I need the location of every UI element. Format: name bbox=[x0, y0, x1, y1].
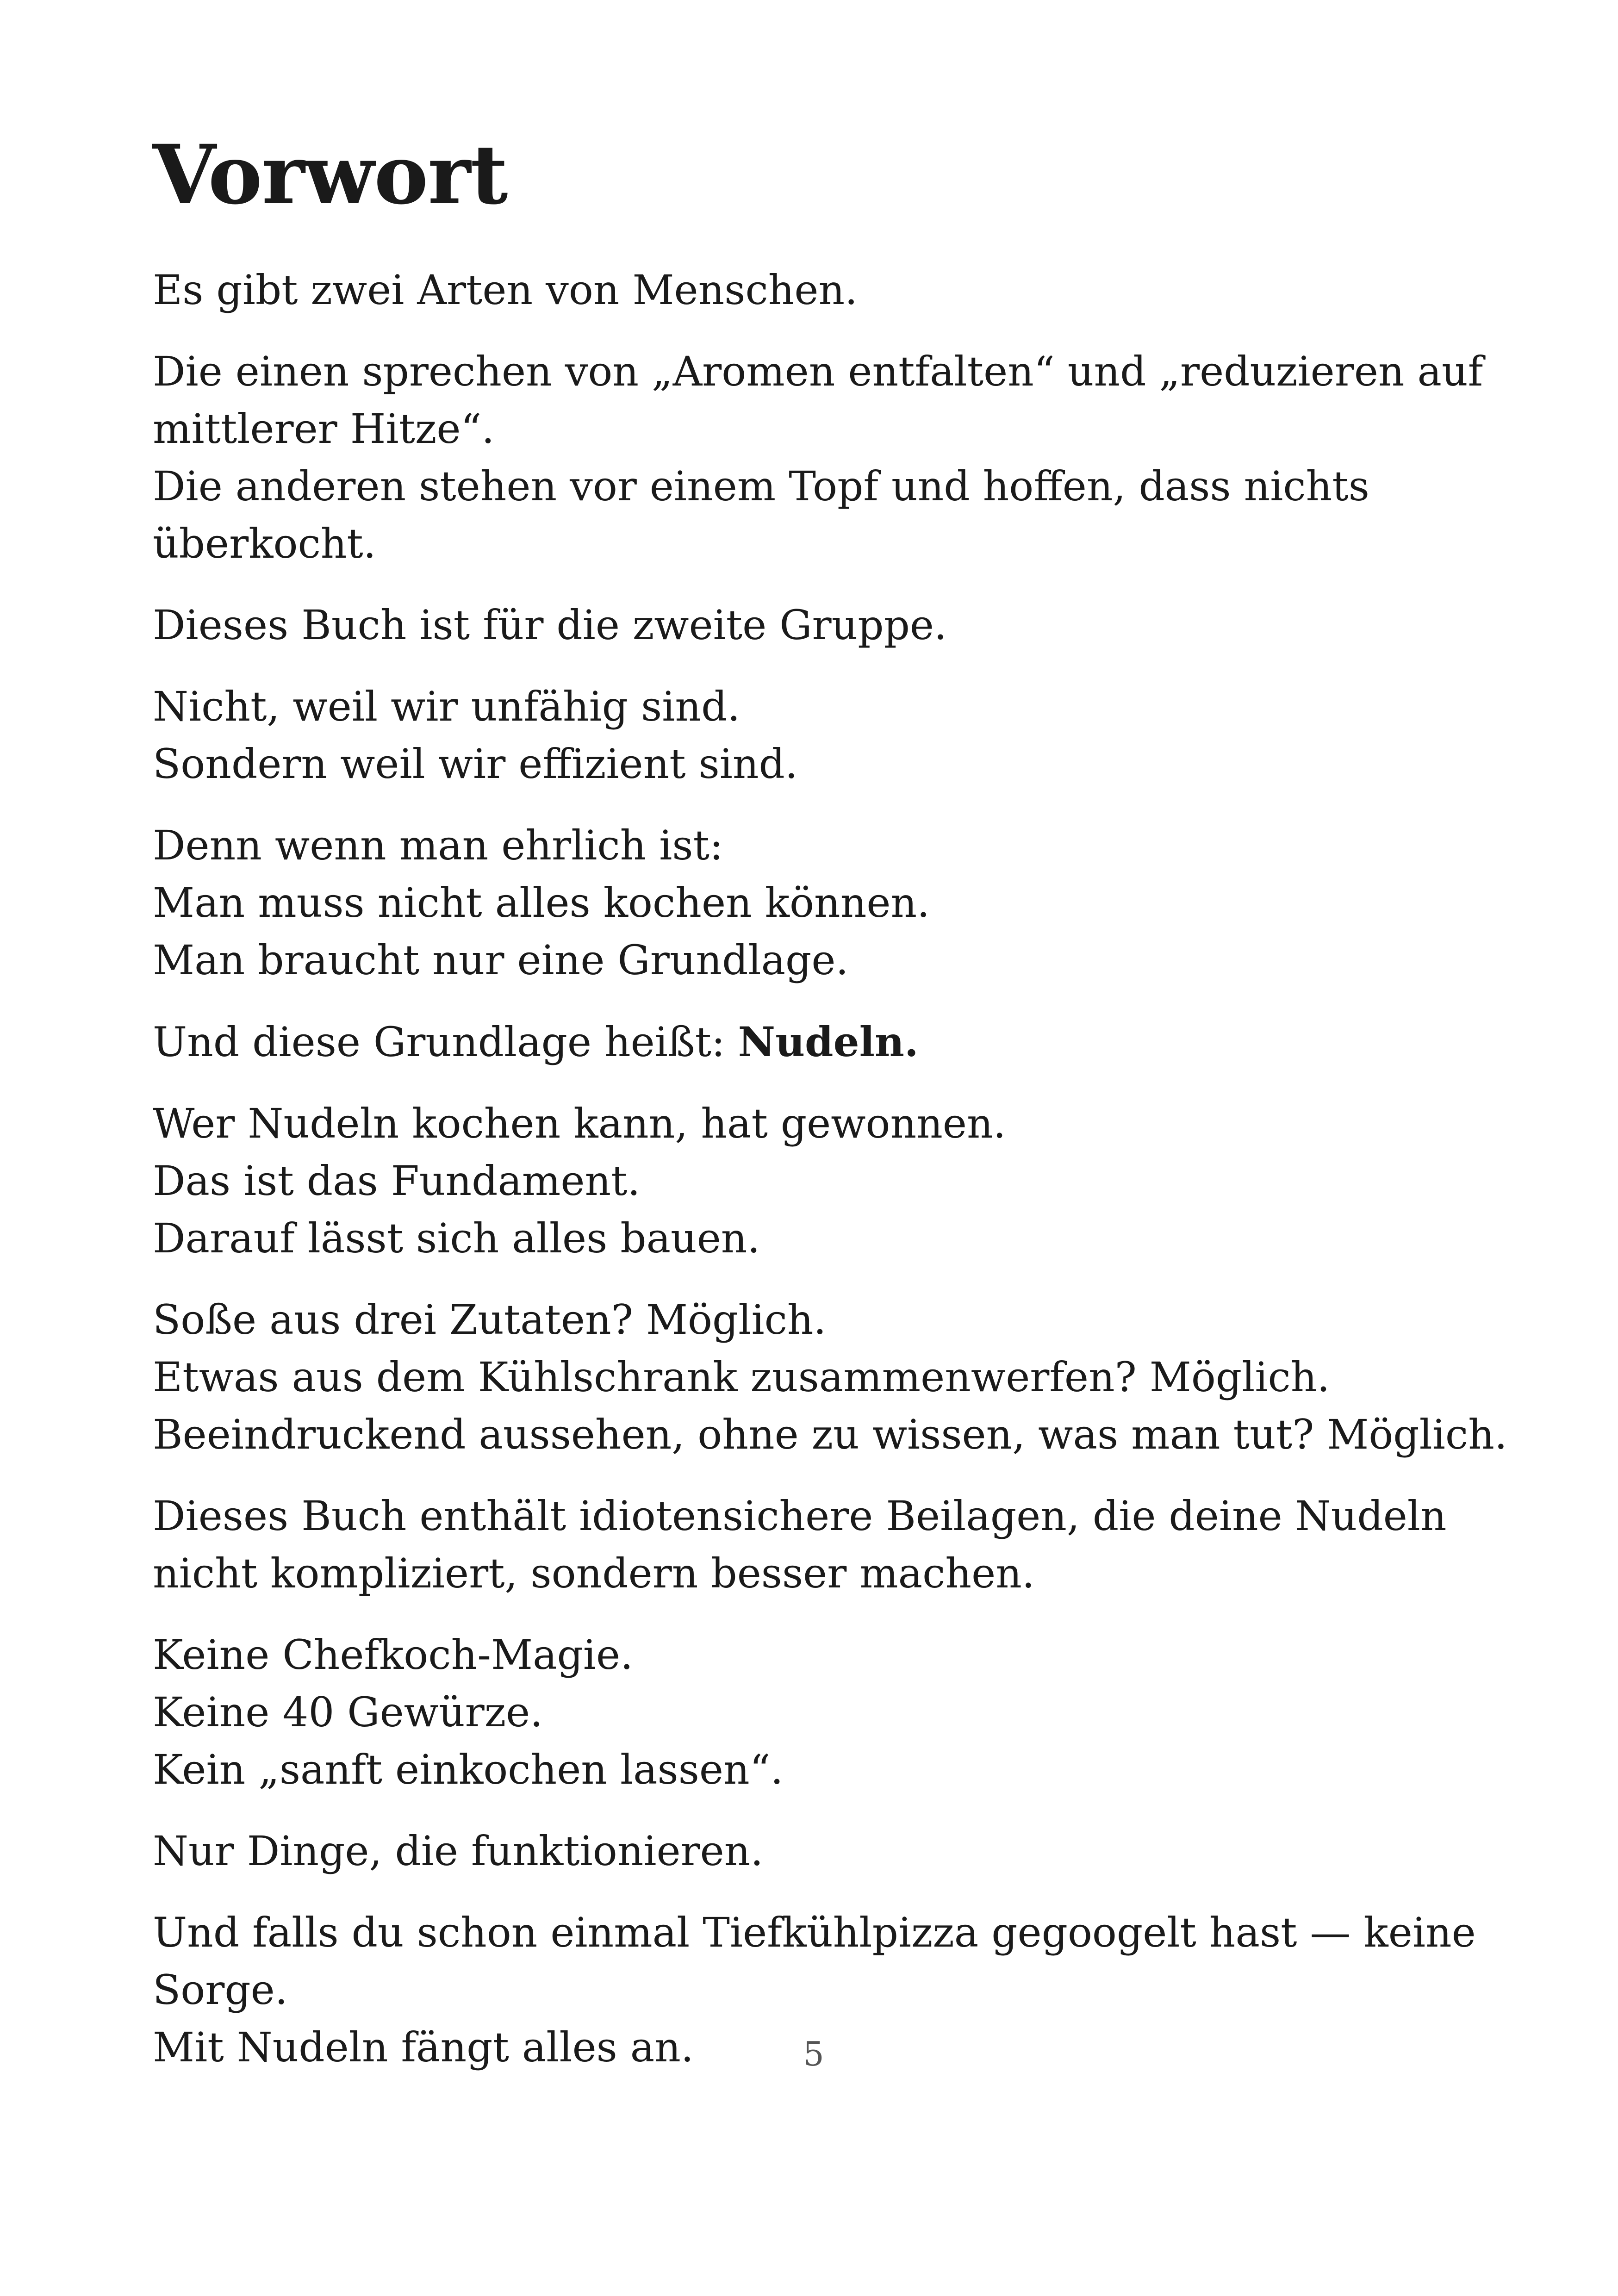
text-line: Dieses Buch ist für die zweite Gruppe. bbox=[153, 601, 947, 649]
text-line: überkocht. bbox=[153, 520, 376, 567]
paragraph bbox=[153, 597, 1476, 654]
paragraph bbox=[153, 678, 1476, 793]
text-line: Soße aus drei Zutaten? Möglich. bbox=[153, 1296, 827, 1344]
text-line: nicht kompliziert, sondern besser machen. bbox=[153, 1549, 1035, 1597]
text-line: Darauf lässt sich alles bauen. bbox=[153, 1214, 760, 1262]
text-line: Man braucht nur eine Grundlage. bbox=[153, 936, 849, 984]
body-text bbox=[153, 261, 1507, 2100]
paragraph bbox=[153, 1291, 1507, 1463]
text-run: Und diese Grundlage heißt: bbox=[153, 1018, 738, 1066]
paragraph bbox=[153, 1013, 1476, 1071]
paragraph bbox=[153, 343, 1483, 572]
text-line: Die einen sprechen von „Aromen entfalten“ und „reduzieren auf bbox=[153, 348, 1483, 395]
paragraph bbox=[153, 1487, 1476, 1602]
text-line: Mit Nudeln fängt alles an. bbox=[153, 2023, 694, 2071]
paragraph bbox=[153, 261, 1476, 319]
text-line: mittlerer Hitze“. bbox=[153, 405, 495, 453]
text-line: Beeindruckend aussehen, ohne zu wissen, was man tut? Möglich. bbox=[153, 1411, 1507, 1458]
text-line: Sondern weil wir effizient sind. bbox=[153, 740, 798, 788]
text-line: Denn wenn man ehrlich ist: bbox=[153, 821, 723, 869]
text-line bbox=[153, 1013, 1476, 1071]
text-line: Keine Chefkoch-Magie. bbox=[153, 1631, 634, 1679]
page-number: 5 bbox=[803, 2035, 824, 2073]
text-line: Nur Dinge, die funktionieren. bbox=[153, 1827, 764, 1875]
paragraph bbox=[153, 817, 1476, 989]
text-line: Und falls du schon einmal Tiefkühlpizza gegoogelt hast — keine bbox=[153, 1909, 1476, 1956]
paragraph bbox=[153, 1626, 1476, 1798]
emphasis-nudeln: Nudeln. bbox=[738, 1018, 919, 1066]
text-line: Keine 40 Gewürze. bbox=[153, 1688, 543, 1736]
paragraph bbox=[153, 1823, 1476, 1880]
text-line: Nicht, weil wir unfähig sind. bbox=[153, 683, 741, 730]
paragraph bbox=[153, 1095, 1476, 1267]
page-title: Vorwort bbox=[153, 127, 508, 223]
text-line: Die anderen stehen vor einem Topf und hoffen, dass nichts bbox=[153, 462, 1369, 510]
text-line: Es gibt zwei Arten von Menschen. bbox=[153, 266, 858, 314]
text-line: Kein „sanft einkochen lassen“. bbox=[153, 1746, 784, 1793]
text-line: Man muss nicht alles kochen können. bbox=[153, 879, 930, 927]
text-line: Dieses Buch enthält idiotensichere Beilagen, die deine Nudeln bbox=[153, 1492, 1447, 1540]
text-line: Das ist das Fundament. bbox=[153, 1157, 641, 1205]
text-line: Etwas aus dem Kühlschrank zusammenwerfen? Möglich. bbox=[153, 1353, 1330, 1401]
text-line: Wer Nudeln kochen kann, hat gewonnen. bbox=[153, 1100, 1006, 1147]
text-line: Sorge. bbox=[153, 1966, 288, 2014]
